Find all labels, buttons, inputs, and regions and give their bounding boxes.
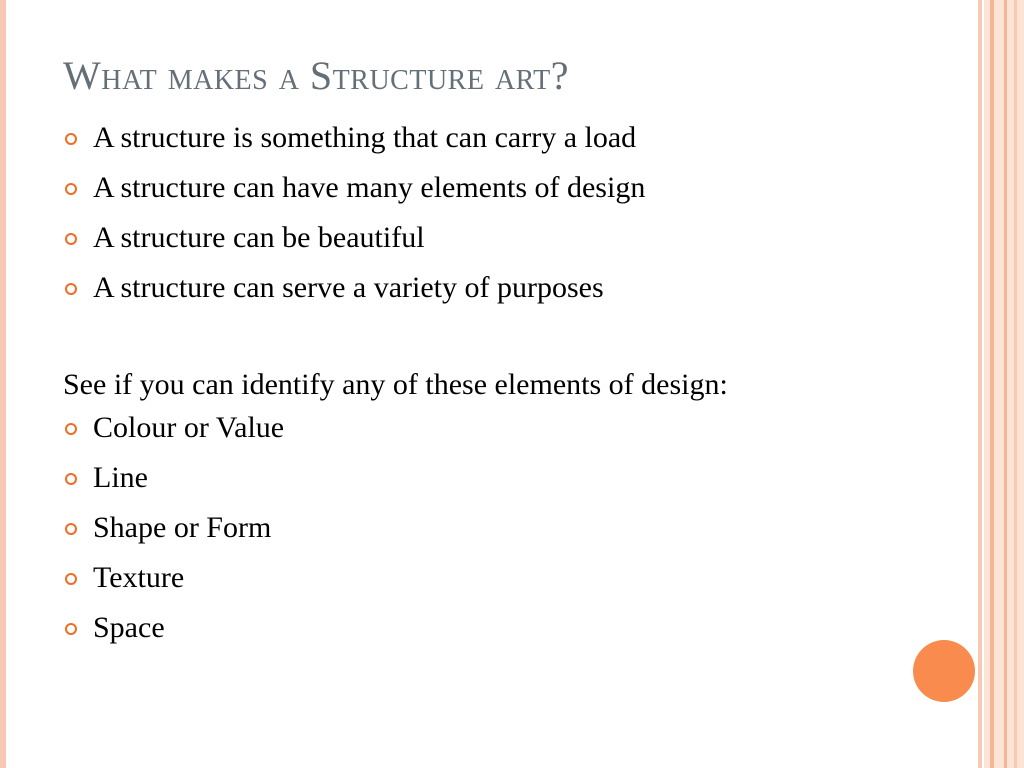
accent-circle-decoration [913, 640, 975, 702]
bullet-list-top [63, 117, 883, 317]
bullet-circle-icon [65, 233, 77, 245]
right-border-line [1004, 0, 1007, 768]
bullet-circle-icon [65, 523, 77, 535]
bullet-text: A structure can be beautiful [93, 221, 425, 254]
bullet-text: Colour or Value [93, 411, 285, 444]
slide-body [63, 117, 883, 657]
bullet-circle-icon [65, 623, 77, 635]
bullet-text: A structure can serve a variety of purposes [93, 271, 604, 304]
bullet-text: Texture [93, 561, 185, 594]
bullet-item [63, 117, 883, 167]
bullet-item [63, 557, 883, 607]
right-border-line [990, 0, 994, 768]
left-border-decoration [0, 0, 6, 768]
right-border-line [978, 0, 982, 768]
bullet-circle-icon [65, 183, 77, 195]
bullet-circle-icon [65, 573, 77, 585]
bullet-item [63, 407, 883, 457]
bullet-item [63, 457, 883, 507]
bullet-text: Space [93, 611, 165, 644]
bullet-circle-icon [65, 423, 77, 435]
bullet-item [63, 507, 883, 557]
slide-title: What makes a Structure art? [63, 53, 570, 98]
bullet-circle-icon [65, 283, 77, 295]
bullet-text: A structure can have many elements of design [93, 171, 646, 204]
bullet-list-bottom [63, 407, 883, 657]
spacer [63, 317, 883, 365]
bullet-text: Shape or Form [93, 511, 272, 544]
paragraph-text: See if you can identify any of these elements of design: [63, 368, 728, 401]
bullet-item [63, 607, 883, 657]
bullet-text: Line [93, 461, 148, 494]
bullet-text: A structure is something that can carry a load [93, 121, 637, 154]
bullet-item [63, 167, 883, 217]
bullet-circle-icon [65, 473, 77, 485]
right-border-line [1014, 0, 1017, 768]
bullet-item [63, 217, 883, 267]
bullet-item [63, 267, 883, 317]
bullet-circle-icon [65, 133, 77, 145]
